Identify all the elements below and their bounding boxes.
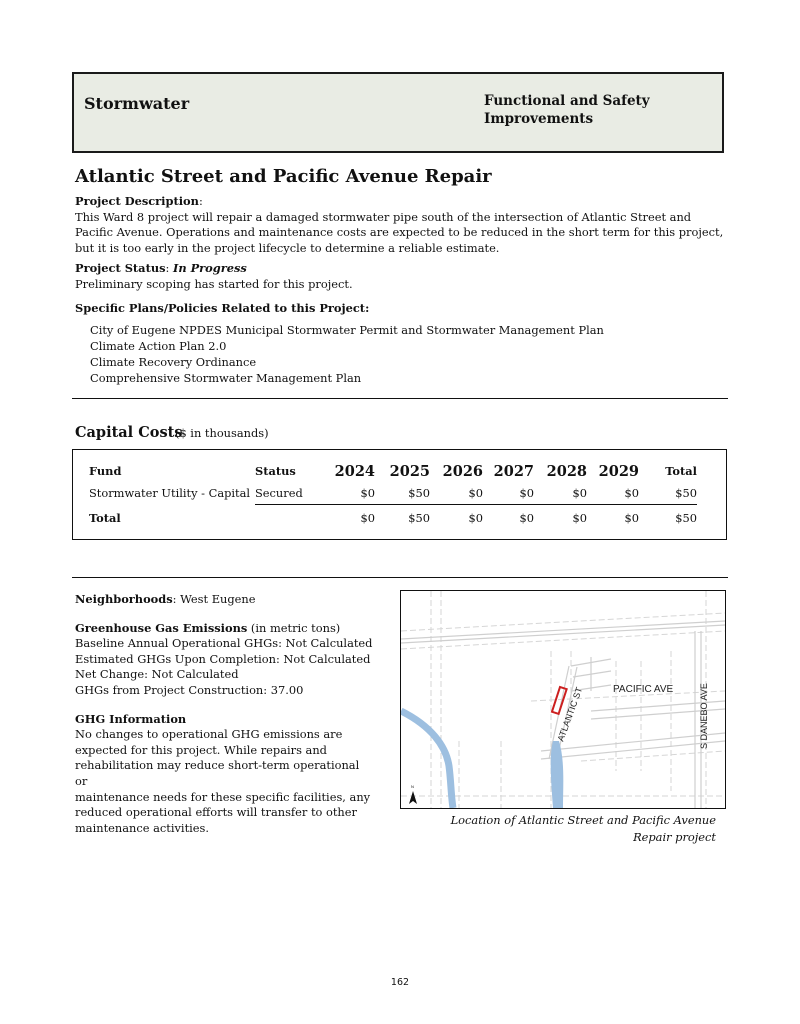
total-value: $0 (519, 511, 534, 525)
description-text: This Ward 8 project will repair a damaged stormwater pipe south of the intersection of Atlantic Street and Pacific Avenue. Operations and maintenance costs are expected to be reduced in the short term for this project, but it is too early in the project lifecycle to determine a reliable estimate. (75, 209, 724, 255)
cell-status: Secured (255, 482, 317, 505)
status-colon: : (165, 261, 173, 275)
ghg-info-line: reduced operational efforts will transfer to other (75, 805, 357, 820)
project-description (75, 194, 725, 256)
plan-item: Climate Recovery Ordinance (90, 355, 257, 369)
col-header-total: Total (665, 464, 697, 478)
description-colon: : (198, 194, 203, 208)
col-header-fund: Fund (89, 464, 122, 478)
north-arrow-label: N (411, 784, 414, 789)
ghg-line: GHGs from Project Construction: 37.00 (75, 682, 304, 697)
neighborhoods-label: Neighborhoods (75, 592, 173, 606)
atlantic-st-label: ATLANTIC ST (555, 685, 585, 743)
map-caption (430, 812, 716, 846)
cell-value: $0 (317, 482, 375, 505)
ghg-unit: (in metric tons) (250, 620, 341, 635)
neighborhoods-value: West Eugene (180, 592, 256, 606)
ghg-information (75, 712, 375, 837)
total-value: $0 (468, 511, 483, 525)
ghg-line: Net Change: Not Calculated (75, 667, 239, 682)
col-header-year: 2027 (493, 462, 534, 480)
category-title: Stormwater (84, 94, 190, 113)
col-header-year: 2029 (598, 462, 639, 480)
description-label: Project Description (75, 194, 199, 208)
page-number: 162 (390, 977, 410, 988)
table-row (89, 482, 697, 505)
neighborhoods (75, 592, 375, 608)
cell-value: $0 (534, 482, 587, 505)
plan-item: Climate Action Plan 2.0 (90, 339, 227, 353)
ghg-info-line: expected for this project. While repairs and (75, 742, 327, 757)
project-title: Atlantic Street and Pacific Avenue Repair (75, 166, 492, 187)
ghg-line: Baseline Annual Operational GHGs: Not Calculated (75, 636, 373, 651)
col-header-year: 2025 (389, 462, 430, 480)
ghg-info-line: No changes to operational GHG emissions are (75, 727, 343, 742)
total-value: $50 (408, 511, 430, 525)
table-total-row (89, 505, 697, 532)
plan-item: City of Eugene NPDES Municipal Stormwater Permit and Stormwater Management Plan (90, 323, 604, 337)
subcategory-title: Functional and Safety Improvements (484, 93, 650, 127)
cell-value: $0 (483, 482, 534, 505)
river-channel (401, 711, 453, 808)
neighborhoods-colon: : (172, 592, 181, 606)
total-grand: $50 (675, 511, 697, 525)
plan-item: Comprehensive Stormwater Management Plan (90, 371, 362, 385)
table-header-row (89, 460, 697, 482)
project-details (75, 592, 375, 849)
total-status-empty (255, 505, 317, 532)
ghg-line: Estimated GHGs Upon Completion: Not Calculated (75, 651, 371, 666)
map-graphic (401, 591, 725, 808)
col-header-year: 2024 (334, 462, 375, 480)
status-label: Project Status (75, 261, 166, 275)
total-label: Total (89, 510, 121, 525)
total-value: $0 (572, 511, 587, 525)
project-location-marker (552, 687, 567, 714)
map-caption-line: Location of Atlantic Street and Pacific Avenue (450, 813, 716, 827)
ghg-emissions (75, 621, 375, 699)
capital-costs-title: Capital Costs (75, 424, 183, 441)
cell-total: $50 (639, 482, 697, 505)
danebo-ave-label: S DANEBO AVE (699, 683, 709, 749)
divider (72, 577, 728, 578)
total-value: $0 (360, 511, 375, 525)
pacific-ave-label: PACIFIC AVE (613, 684, 674, 695)
status-text: Preliminary scoping has started for this project. (75, 276, 353, 291)
north-arrow-icon (409, 791, 417, 804)
ghg-info-line: maintenance activities. (75, 820, 209, 835)
capital-costs-table-box (72, 449, 727, 540)
col-header-year: 2028 (546, 462, 587, 480)
capital-costs-table (89, 460, 697, 531)
creek-channel (551, 741, 564, 808)
location-map (400, 590, 726, 809)
total-value: $0 (624, 511, 639, 525)
plans-list (90, 322, 604, 386)
ghg-info-line: maintenance needs for these specific facilities, any (75, 789, 371, 804)
divider (72, 398, 728, 399)
col-header-year: 2026 (442, 462, 483, 480)
ghg-info-line: rehabilitation may reduce short-term operational or (75, 758, 360, 788)
status-value: In Progress (173, 261, 247, 275)
col-header-status: Status (255, 464, 296, 478)
map-caption-line: Repair project (633, 830, 716, 844)
ghg-label: Greenhouse Gas Emissions (75, 620, 248, 635)
plans-heading: Specific Plans/Policies Related to this Project: (75, 301, 370, 315)
cell-value: $0 (430, 482, 483, 505)
cell-value: $50 (375, 482, 430, 505)
category-header (72, 72, 724, 153)
ghg-info-label: GHG Information (75, 711, 187, 726)
cell-fund: Stormwater Utility - Capital (89, 486, 251, 501)
cell-value: $0 (587, 482, 639, 505)
project-status (75, 261, 725, 292)
capital-costs-unit: ($ in thousands) (175, 426, 269, 440)
